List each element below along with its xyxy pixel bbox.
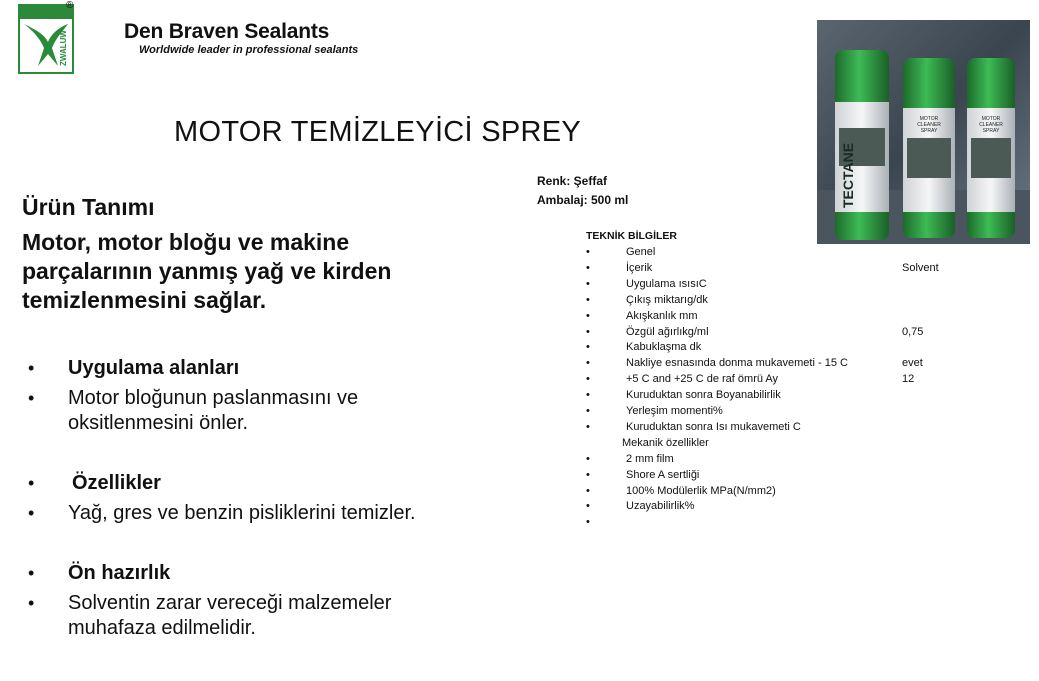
brand-tagline: Worldwide leader in professional sealants (139, 44, 359, 56)
tech-row (586, 292, 1006, 308)
tech-label: Akışkanlık mm (626, 309, 698, 322)
tech-row (586, 260, 1006, 276)
tech-bullet: • (586, 405, 590, 417)
tech-bullet: • (586, 309, 590, 322)
svg-text:MOTOR: MOTOR (981, 116, 1001, 122)
color-info: Renk: Şeffaf (537, 174, 608, 188)
tech-row (586, 276, 1006, 292)
tech-label: Özgül ağırlıkg/ml (626, 325, 709, 338)
tech-row (586, 435, 1006, 451)
tech-label: 2 mm film (626, 452, 674, 465)
tech-label: Mekanik özellikler (622, 436, 709, 449)
tech-value: Solvent (902, 261, 939, 274)
tech-row (586, 339, 1006, 355)
tech-label: Yerleşim momenti% (626, 405, 723, 417)
page-title: MOTOR TEMİZLEYİCİ SPREY (174, 116, 582, 148)
section-bullet: • (28, 473, 35, 493)
tech-row (586, 514, 1006, 530)
tech-value: 12 (902, 373, 915, 386)
tech-bullet: • (586, 468, 590, 481)
section-bullet: • (28, 503, 35, 523)
tech-row (586, 419, 1006, 435)
section-bullet: • (28, 388, 35, 408)
logo-text: ZWALUW (59, 30, 68, 66)
tech-label: Genel (626, 246, 656, 258)
tech-value: 0,75 (902, 325, 924, 338)
svg-text:SPRAY: SPRAY (920, 128, 938, 134)
tech-value: evet (902, 357, 923, 370)
tech-label: 100% Modülerlik MPa(N/mm2) (626, 484, 776, 497)
description-body: Motor, motor bloğu ve makine parçalarının yanmış yağ ve kirden temizlenmesini sağlar. (22, 229, 392, 313)
tech-row (586, 371, 1006, 387)
tech-bullet: • (586, 293, 590, 306)
tech-row (586, 403, 1006, 419)
section-heading-on-hazirlik: Ön hazırlık (68, 562, 171, 584)
brand-name: Den Braven Sealants (124, 20, 330, 43)
tech-row (586, 387, 1006, 403)
tech-bullet: • (586, 277, 590, 290)
package-info: Ambalaj: 500 ml (537, 193, 629, 207)
tech-label: İçerik (626, 261, 653, 274)
section-bullet: • (28, 593, 35, 613)
tech-label: Çıkış miktarıg/dk (626, 293, 708, 306)
tech-bullet: • (586, 246, 590, 258)
tech-row (586, 467, 1006, 483)
tech-bullet: • (586, 452, 590, 465)
tech-bullet: • (586, 325, 590, 338)
tech-label: +5 C and +25 C de raf ömrü Ay (626, 373, 779, 386)
tech-bullet: • (586, 389, 590, 402)
tech-row (586, 308, 1006, 324)
tech-bullet: • (586, 261, 590, 274)
tech-bullet: • (586, 420, 590, 433)
can-brand-text: TECTANE (840, 142, 856, 208)
tech-label: Kuruduktan sonra Isı mukavemeti C (626, 420, 801, 433)
svg-text:CLEANER: CLEANER (917, 122, 941, 128)
tech-label: Uygulama ısısıC (626, 277, 707, 290)
tech-bullet: • (586, 341, 590, 354)
tech-row (586, 483, 1006, 499)
tech-bullet: • (586, 484, 590, 497)
svg-text:CLEANER: CLEANER (979, 122, 1003, 128)
section-text-on-hazirlik: Solventin zarar vereceği malzemeler muhafaza edilmelidir. (68, 592, 392, 639)
section-heading-ozellikler: Özellikler (72, 472, 161, 494)
tech-row (586, 355, 1006, 371)
section-heading-uygulama: Uygulama alanları (68, 357, 240, 379)
tech-row (586, 244, 1006, 260)
tech-row (586, 324, 1006, 340)
tech-row (586, 451, 1006, 467)
tech-label: Kabuklaşma dk (626, 341, 702, 354)
tech-bullet: • (586, 373, 590, 386)
section-text-uygulama: Motor bloğunun paslanmasını ve oksitlenmesini önler. (68, 387, 359, 434)
tech-label: Nakliye esnasında donma mukavemeti - 15 C (626, 357, 848, 370)
zwaluw-logo (18, 4, 74, 74)
section-bullet: • (28, 563, 35, 583)
svg-text:MOTOR: MOTOR (919, 116, 939, 122)
registered-mark: ® (66, 0, 74, 11)
tech-info-title: TEKNİK BİLGİLER (586, 230, 677, 242)
section-bullet: • (28, 358, 35, 378)
tech-row (586, 498, 1006, 514)
tech-label: Shore A sertliği (626, 468, 700, 481)
product-photo (817, 20, 1030, 244)
section-text-ozellikler: Yağ, gres ve benzin pisliklerini temizler. (68, 502, 416, 524)
tech-bullet: • (586, 357, 590, 370)
svg-text:SPRAY: SPRAY (982, 128, 1000, 134)
tech-label: Kuruduktan sonra Boyanabilirlik (626, 389, 781, 402)
tech-bullet: • (586, 500, 590, 513)
tech-label: Uzayabilirlik% (626, 500, 695, 513)
tech-bullet: • (586, 516, 590, 529)
description-heading: Ürün Tanımı (22, 194, 155, 220)
